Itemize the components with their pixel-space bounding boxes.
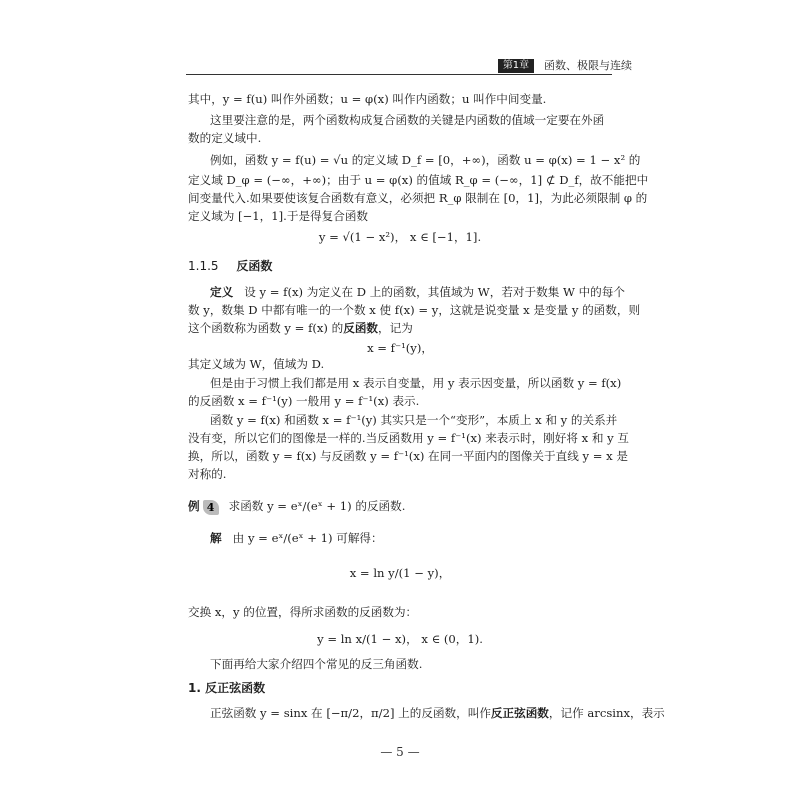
text-line: 定义域 D_φ = (−∞，+∞)；由于 u = φ(x) 的值域 R_φ = (−∞，1] ⊄ D_f，故不能把中 — [188, 173, 649, 187]
text-line: 下面再给大家介绍四个常见的反三角函数. — [210, 657, 423, 671]
header-rule — [186, 74, 612, 75]
chapter-tag: 第1章 — [498, 59, 534, 73]
solution-text: 由 y = eˣ/(eˣ + 1) 可解得： — [232, 531, 383, 545]
text-line: 其中，y = f(u) 叫作外函数；u = φ(x) 叫作内函数；u 叫作中间变量. — [188, 92, 547, 106]
equation: x = ln y/(1 − y)， — [349, 566, 451, 580]
text-line: 对称的. — [188, 467, 227, 481]
solution-label: 解 — [210, 531, 222, 545]
text-line — [188, 320, 618, 336]
subsection-heading: 1. 反正弦函数 — [188, 681, 266, 695]
example-line — [188, 498, 618, 515]
text-line: 间变量代入.如果要使该复合函数有意义，必须把 R_φ 限制在 [0，1]，为此必须限制 φ 的 — [188, 191, 648, 205]
example-label: 例 — [188, 499, 200, 513]
text-line: 定义域为 [−1，1].于是得复合函数 — [188, 209, 369, 223]
text-line: 的反函数 x = f⁻¹(y) 一般用 y = f⁻¹(x) 表示. — [188, 394, 420, 408]
text-line: 交换 x，y 的位置，得所求函数的反函数为： — [188, 605, 418, 619]
section-title: 反函数 — [236, 259, 273, 273]
text-span: ，记为 — [378, 321, 413, 335]
chapter-title: 函数、极限与连续 — [544, 59, 632, 72]
running-header — [0, 58, 800, 74]
definition-label: 定义 — [210, 285, 234, 299]
example-text: 求函数 y = eˣ/(eˣ + 1) 的反函数. — [228, 499, 406, 513]
text-line: 例如，函数 y = f(u) = √u 的定义域 D_f = [0，+∞)，函数 u = φ(x) = 1 − x² 的 — [210, 153, 641, 167]
text-line: 函数 y = f(x) 和函数 x = f⁻¹(y) 其实只是一个“变形”，本质上 x 和 y 的关系并 — [210, 413, 618, 427]
term-inverse-function: 反函数 — [343, 321, 379, 335]
text-line: 没有变，所以它们的图像是一样的.当反函数用 y = f⁻¹(x) 来表示时，刚好将 x 和 y 互 — [188, 431, 629, 445]
text-line: 这里要注意的是，两个函数构成复合函数的关键是内函数的值域一定要在外函 — [210, 113, 605, 127]
text-line — [210, 705, 665, 721]
text-span: 这个函数称为函数 y = f(x) 的 — [188, 321, 344, 335]
text-line: 换，所以，函数 y = f(x) 与反函数 y = f⁻¹(x) 在同一平面内的图像关于直线 y = x 是 — [188, 449, 628, 463]
text-line: 数的定义域中. — [188, 131, 262, 145]
text-span: ，记作 arcsinx，表示 — [548, 706, 665, 720]
example-number-badge: 4 — [203, 500, 219, 515]
text-line: 其定义域为 W，值域为 D. — [188, 357, 325, 371]
definition-text: 设 y = f(x) 为定义在 D 上的函数，其值域为 W，若对于数集 W 中的每个 — [244, 285, 625, 299]
text-line: 数 y，数集 D 中都有唯一的一个数 x 使 f(x) = y，这就是说变量 x 是变量 y 的函数，则 — [188, 303, 641, 317]
equation: x = f⁻¹(y)， — [367, 341, 433, 355]
section-number: 1.1.5 — [188, 259, 219, 273]
text-span: 正弦函数 y = sinx 在 [−π/2，π/2] 上的反函数，叫作 — [210, 706, 491, 720]
term-arcsin: 反正弦函数 — [490, 706, 549, 720]
definition-line — [210, 284, 640, 300]
equation: y = ln x/(1 − x)， x ∈ (0，1). — [317, 632, 483, 646]
text-line: 但是由于习惯上我们都是用 x 表示自变量，用 y 表示因变量，所以函数 y = f(x) — [210, 376, 622, 390]
section-heading — [188, 258, 272, 274]
page-number: — 5 — — [380, 745, 420, 759]
solution-line — [210, 530, 640, 546]
equation: y = √(1 − x²)， x ∈ [−1，1]. — [318, 230, 482, 244]
